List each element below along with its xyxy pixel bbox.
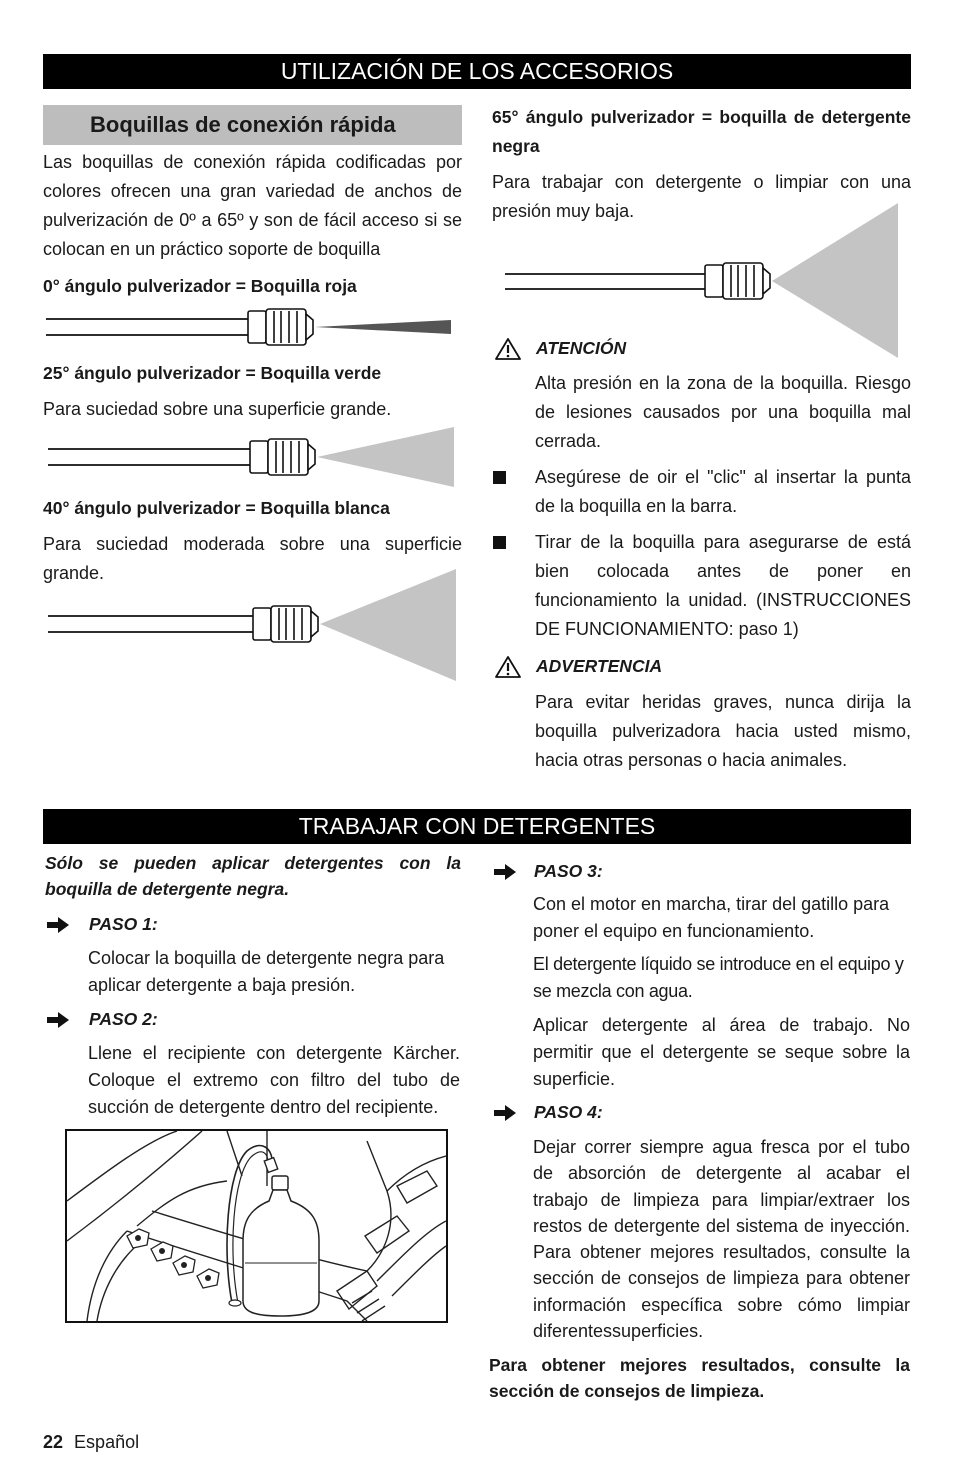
nozzle-40-description: Para suciedad moderada sobre una superficie grande. xyxy=(43,534,462,583)
warning-triangle-icon xyxy=(494,655,522,679)
intro-paragraph: Las boquillas de conexión rápida codificadas por colores ofrecen una gran variedad de anchos de pulverización de 0º a 65º y son de fácil acceso si se colocan en un práctico soporte de boquilla xyxy=(43,152,462,259)
subsection-header-quick-nozzles xyxy=(43,105,462,145)
arrow-right-icon xyxy=(492,1103,518,1123)
step-4-label: PASO 4: xyxy=(534,1102,603,1122)
nozzle-65-label: 65° ángulo pulverizador = boquilla de detergente negra xyxy=(492,107,911,156)
step-1-text: Colocar la boquilla de detergente negra para aplicar detergente a baja presión. xyxy=(88,948,445,995)
step-3-text-1: Con el motor en marcha, tirar del gatillo para poner el equipo en funcionamiento. xyxy=(533,894,890,941)
page-number: 22 xyxy=(43,1432,64,1452)
page-footer xyxy=(43,1432,139,1453)
detergent-tank-illustration xyxy=(65,1129,448,1323)
nozzle-40-illustration xyxy=(43,566,459,684)
subsection-title: Boquillas de conexión rápida xyxy=(90,112,396,137)
arrow-right-icon xyxy=(45,1010,71,1030)
arrow-right-icon xyxy=(45,915,71,935)
closing-note: Para obtener mejores resultados, consulte la sección de consejos de limpieza. xyxy=(489,1355,910,1401)
warning-text: Para evitar heridas graves, nunca dirija la boquilla pulverizadora hacia usted mismo, hacia otras personas o hacia animales. xyxy=(535,692,911,770)
attention-bullet-1: Asegúrese de oir el "clic" al insertar la punta de la boquilla en la barra. xyxy=(535,467,911,516)
nozzle-0-label: 0° ángulo pulverizador = Boquilla roja xyxy=(43,276,357,296)
step-2-label: PASO 2: xyxy=(89,1009,158,1029)
nozzle-65-illustration xyxy=(500,200,902,360)
step-3-text-2: El detergente líquido se introduce en el equipo y se mezcla con agua. xyxy=(533,954,904,1001)
step-4-text: Dejar correr siempre agua fresca por el tubo de absorción de detergente al acabar el trabajo de limpieza para limpiar/extraer los restos de detergente del sistema de inyección. Para obtener mejores resultados, consulte la sección de consejos de limpieza para obtener información específica sobre cómo limpiar diferentessuperficies. xyxy=(533,1137,910,1342)
nozzle-25-illustration xyxy=(43,425,457,489)
bullet-square-icon xyxy=(493,471,506,484)
nozzle-40-label: 40° ángulo pulverizador = Boquilla blanca xyxy=(43,498,390,518)
section-title: UTILIZACIÓN DE LOS ACCESORIOS xyxy=(280,58,674,84)
attention-bullet-2: Tirar de la boquilla para asegurarse de está bien colocada antes de poner en funcionamiento la unidad. (INSTRUCCIONES DE FUNCIONAMIENTO: paso 1) xyxy=(535,532,911,639)
step-3-text-3: Aplicar detergente al área de trabajo. No permitir que el detergente se seque sobre la superficie. xyxy=(533,1015,910,1089)
bullet-square-icon xyxy=(493,536,506,549)
attention-text: Alta presión en la zona de la boquilla. Riesgo de lesiones causados por una boquilla mal cerrada. xyxy=(535,373,911,451)
section-header-accessories xyxy=(43,54,911,89)
arrow-right-icon xyxy=(492,862,518,882)
attention-title: ATENCIÓN xyxy=(536,338,627,358)
detergent-intro: Sólo se pueden aplicar detergentes con la boquilla de detergente negra. xyxy=(45,853,461,899)
section-header-detergents xyxy=(43,809,911,844)
nozzle-25-label: 25° ángulo pulverizador = Boquilla verde xyxy=(43,363,382,383)
nozzle-25-description: Para suciedad sobre una superficie grande. xyxy=(43,399,392,419)
step-3-label: PASO 3: xyxy=(534,861,603,881)
nozzle-0-illustration xyxy=(43,306,455,348)
nozzle-65-description: Para trabajar con detergente o limpiar con una presión muy baja. xyxy=(492,172,911,221)
step-2-text: Llene el recipiente con detergente Kärcher. Coloque el extremo con filtro del tubo de succión de detergente dentro del recipiente. xyxy=(88,1043,460,1117)
warning-title: ADVERTENCIA xyxy=(536,656,663,676)
footer-language: Español xyxy=(74,1432,140,1452)
step-1-label: PASO 1: xyxy=(89,914,158,934)
warning-triangle-icon xyxy=(494,337,522,361)
section-title: TRABAJAR CON DETERGENTES xyxy=(298,813,656,839)
